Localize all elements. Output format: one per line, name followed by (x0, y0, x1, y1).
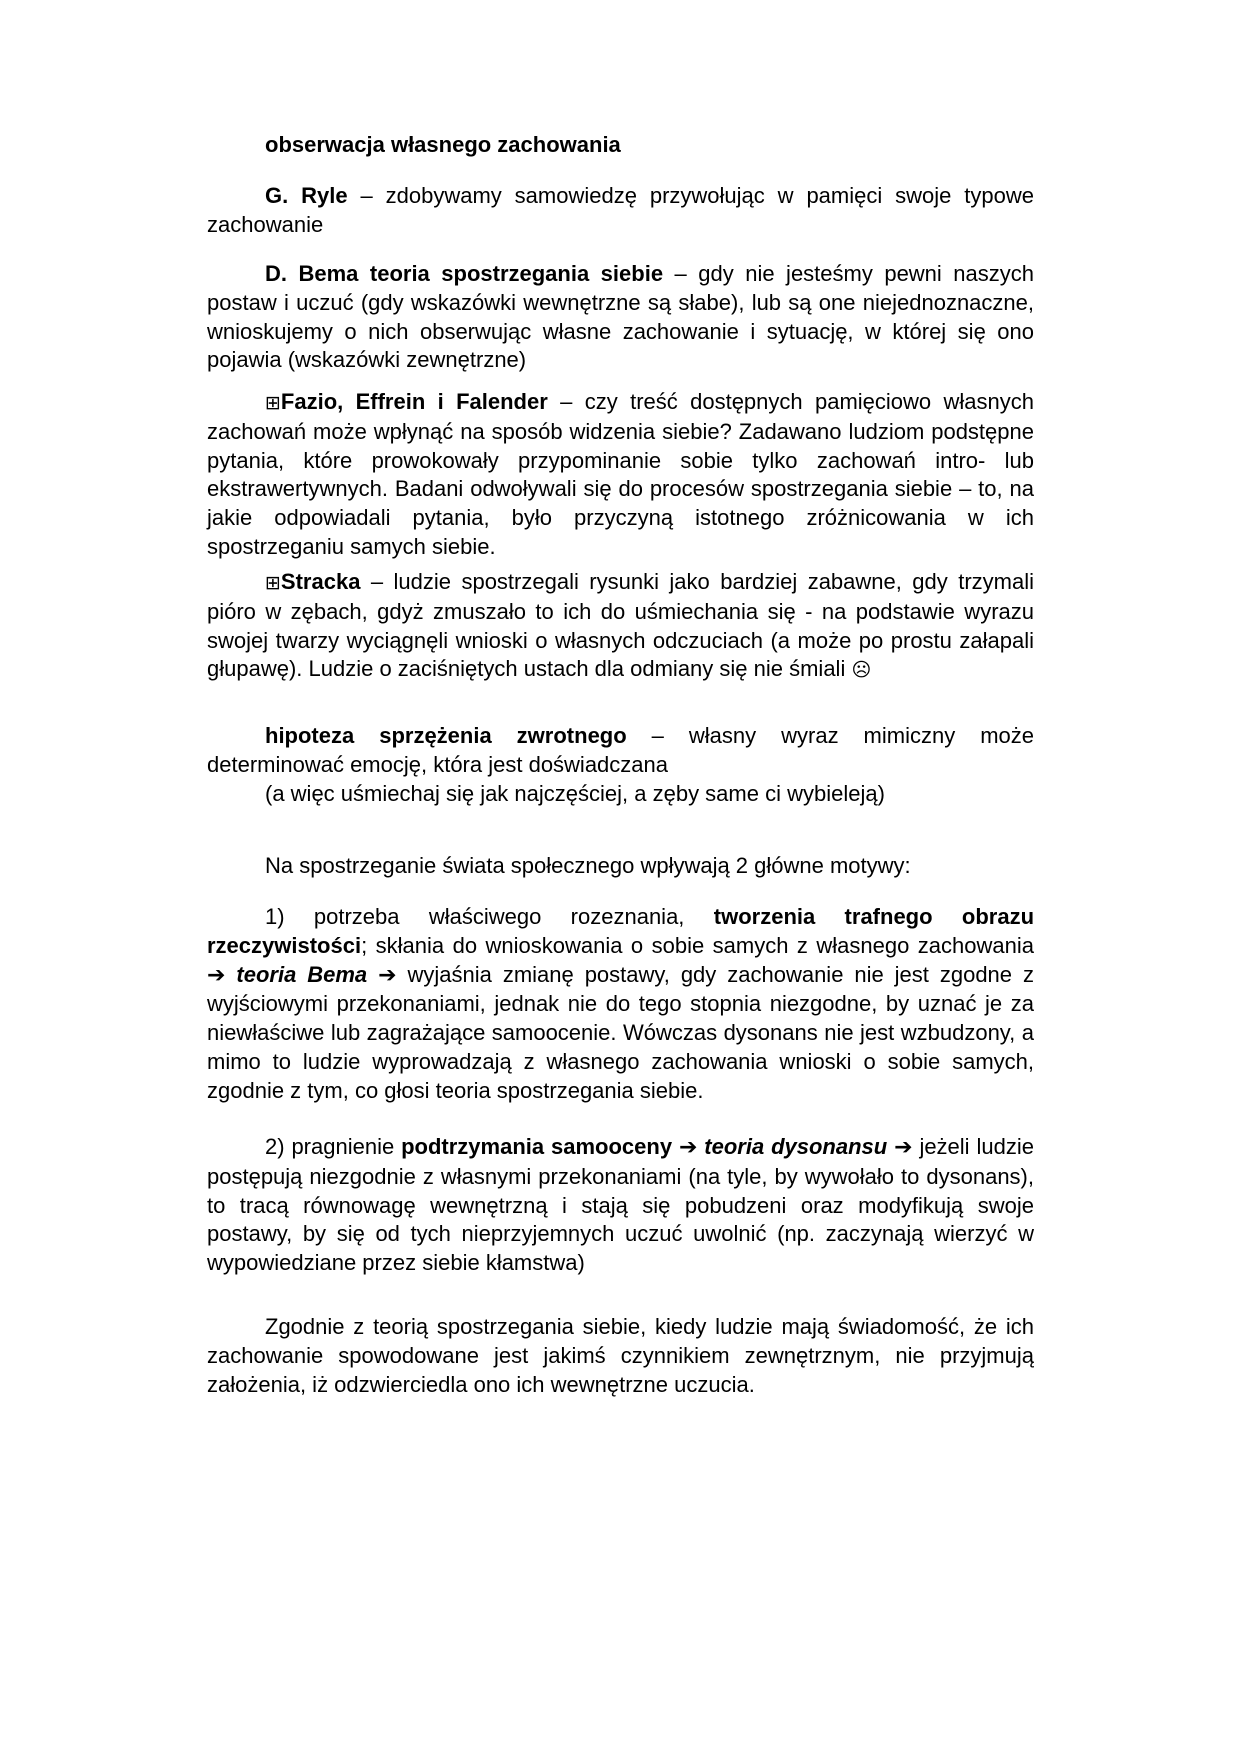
item-text: 2) pragnienie (265, 1134, 402, 1159)
arrow-right-icon: ➔ (207, 962, 226, 988)
grid-bullet-icon: ⊞ (265, 572, 281, 594)
paragraph-text: – czy treść dostępnych pamięciowo własnych zachowań może wpłynąć na sposób widzenia siebie? Zadawano ludziom podstępne pytania, które prowokowały przypominanie sobie tylko zachowań intro- lub ekstrawertywnych. Badani odwoływali się do procesów spostrzegania siebie – to, na jakie odpowiadali pytania, było przyczyną istotnego zróżnicowania w ich spostrzeganiu samych siebie. (207, 389, 1034, 559)
item-text: 1) potrzeba właściwego rozeznania, (265, 904, 714, 929)
paragraph-stracka (207, 568, 1034, 685)
paragraph-text: – własny wyraz mimiczny może determinować emocję, która jest doświadczana (207, 723, 1035, 777)
sad-face-icon: ☹ (851, 659, 872, 682)
heading-text: obserwacja własnego zachowania (265, 132, 621, 157)
paragraph-text: Zgodnie z teorią spostrzegania siebie, kiedy ludzie mają świadomość, że ich zachowanie spowodowane jest jakimś czynnikiem zewnętrznym, nie przyjmują założenia, iż odzwierciedla ono ich wewnętrzne uczucia. (207, 1314, 1034, 1397)
arrow-right-icon: ➔ (378, 962, 397, 988)
theory-reference: teoria dysonansu (704, 1134, 888, 1159)
paragraph-feedback-hypothesis (207, 722, 1034, 808)
theory-name: D. Bema teoria spostrzegania siebie (265, 261, 664, 286)
paragraph-text: Na spostrzeganie świata społecznego wpływają 2 główne motywy: (265, 853, 911, 878)
item-text: wyjaśnia zmianę postawy, gdy zachowanie nie jest zgodne z wyjściowymi przekonaniami, jednak nie do tego stopnia niezgodne, by uznać je za niewłaściwe lub zagrażające samoocenie. Wówczas dysonans nie jest wzbudzony, a mimo to ludzie wyprowadzają z własnego zachowania wnioski o sobie samych, zgodnie z tym, co głosi teoria spostrzegania siebie. (207, 961, 1034, 1103)
paragraph-bem (207, 260, 1034, 375)
paragraph-conclusion (207, 1313, 1034, 1399)
paragraph-text: – gdy nie jesteśmy pewni naszych postaw i uczuć (gdy wskazówki wewnętrzne są słabe), lub są one niejednoznaczne, wnioskujemy o nich obserwując własne zachowanie i sytuację, w której się ono pojawia (wskazówki zewnętrzne) (207, 261, 1034, 373)
paragraph-motives-intro (207, 852, 1034, 881)
section-heading (207, 131, 1034, 160)
paragraph-text: – zdobywamy samowiedzę przywołując w pamięci swoje typowe zachowanie (207, 183, 1034, 237)
arrow-right-icon: ➔ (678, 1135, 698, 1160)
author-name: Fazio, Effrein i Falender (280, 389, 548, 414)
paragraph-motive-1 (207, 903, 1034, 1106)
item-text: jeżeli ludzie postępują niezgodnie z własnymi przekonaniami (na tyle, by wywołało to dysonans), to tracą równowagę wewnętrzną i stają się pobudzeni oraz modyfikują swoje postawy, by się od tych nieprzyjemnych uczuć uwolnić (np. zaczynają wierzyć w wypowiedziane przez siebie kłamstwa) (207, 1134, 1034, 1276)
author-name: G. Ryle (265, 183, 348, 208)
paragraph-ryle (207, 182, 1034, 240)
arrow-right-icon: ➔ (894, 1135, 913, 1160)
paragraph-text: – ludzie spostrzegali rysunki jako bardziej zabawne, gdy trzymali pióro w zębach, gdyż zmuszało to ich do uśmiechania się - na podstawie wyrazu swojej twarzy wyciągnęli wnioski o własnych odczuciach (a może po prostu załapali głupawę). Ludzie o zaciśniętych ustach dla odmiany się nie śmiali (207, 569, 1034, 682)
paragraph-note: (a więc uśmiechaj się jak najczęściej, a zęby same ci wybieleją) (265, 780, 885, 806)
grid-bullet-icon: ⊞ (265, 392, 281, 414)
hypothesis-name: hipoteza sprzężenia zwrotnego (265, 723, 627, 748)
item-text: ; skłania do wnioskowania o sobie samych z własnego zachowania (361, 932, 1034, 958)
paragraph-motive-2 (207, 1133, 1034, 1278)
paragraph-fazio (207, 388, 1034, 562)
author-name: Stracka (280, 569, 361, 594)
emphasis-text: tworzenia trafnego obrazu rzeczywistości (207, 904, 1035, 958)
theory-reference: teoria Bema (236, 961, 368, 987)
emphasis-text: podtrzymania samooceny (401, 1134, 673, 1159)
